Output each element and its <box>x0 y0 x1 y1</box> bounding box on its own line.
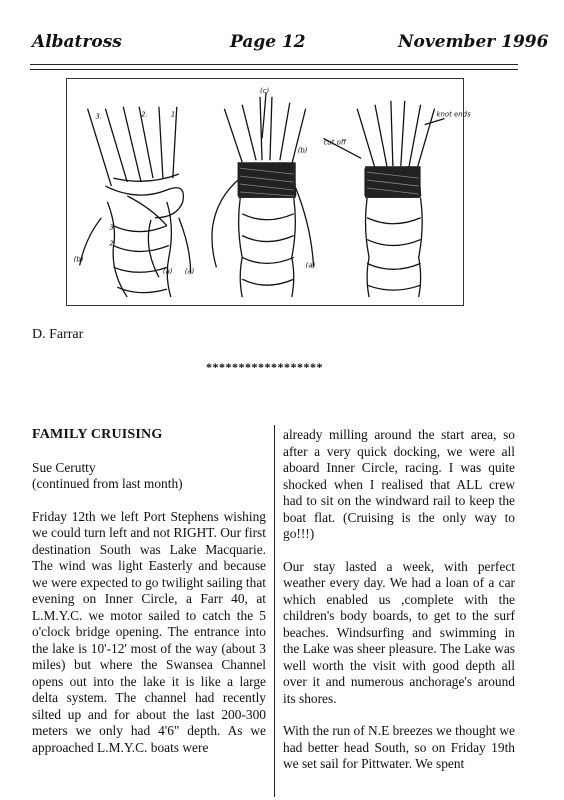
end-label-b-middle: (b) <box>297 146 308 155</box>
cut-off-annotation: cut off <box>323 138 346 147</box>
article-title: FAMILY CRUISING <box>32 427 163 442</box>
end-label-a-middle: (a) <box>305 261 316 270</box>
publication-name: Albatross <box>32 32 122 52</box>
strand-label-3: 3. <box>95 112 103 121</box>
header-rule-top <box>30 64 518 65</box>
end-label-a-first: (a) <box>162 267 173 276</box>
whipping-steps-drawing <box>67 79 471 305</box>
article-column-left <box>32 427 266 772</box>
article-paragraph-2: already milling around the start area, so after a very quick docking, we were all aboard Inner Circle, racing. I was quite shocked when I realised that ALL crew had to sit on the windward rail to keep the boat flat. (Cruising is the only way to go!!!) <box>283 427 515 541</box>
strand-label-2: 2. <box>141 110 148 119</box>
section-separator: ****************** <box>206 360 323 374</box>
article-paragraph-3: Our stay lasted a week, with perfect weather every day. We had a loan of a car which enabled us ,complete with the children's body boards, to get to the surf beaches. Windsurfing and swimming in the Lake was sheer pleasure. The Lake was well worth the visit with good depth all over it and numerous anchorage's around its shores. <box>283 558 515 706</box>
article-continuation-note: (continued from last month) <box>32 476 183 491</box>
knot-ends-annotation: knot ends <box>436 110 471 119</box>
turn-label-2: 2 <box>109 239 114 248</box>
strand-label-1: 1. <box>170 110 178 119</box>
end-label-a-second: (a) <box>184 267 195 276</box>
column-divider <box>274 425 275 797</box>
illustration-credit: D. Farrar <box>32 327 84 342</box>
end-label-c-middle: (c) <box>260 86 270 95</box>
article-column-right <box>283 427 515 789</box>
turn-label-3: 3 <box>109 223 114 232</box>
page-number: Page 12 <box>230 32 306 52</box>
end-label-b-left: (b) <box>73 255 84 264</box>
page-header <box>32 32 549 58</box>
article-paragraph-4: With the run of N.E breezes we thought we had better head South, so on Friday 19th we set sail for Pittwater. We spent <box>283 723 515 771</box>
article-paragraph-1: Friday 12th we left Port Stephens wishing we could turn left and not RIGHT. Our first destination South was Lake Macquarie. The wind was light Easterly and because we were expected to go twilight sailing that evening on Inner Circle, a Farr 40, at L.M.Y.C. we motor sailed to catch the 5 o'clock bridge opening. The entrance into the lake is 10'-12' most of the way (about 3 miles) but where the Swansea Channel opens out into the lake it is like a large delta system. The channel had recently silted up and for about the last 200-300 meters we only had 4'6" depth. As we approached L.M.Y.C. boats were <box>32 508 266 755</box>
header-rule-bottom <box>30 69 518 70</box>
article-author: Sue Cerutty <box>32 459 96 475</box>
issue-date: November 1996 <box>398 32 549 52</box>
rope-whipping-illustration <box>66 78 471 306</box>
